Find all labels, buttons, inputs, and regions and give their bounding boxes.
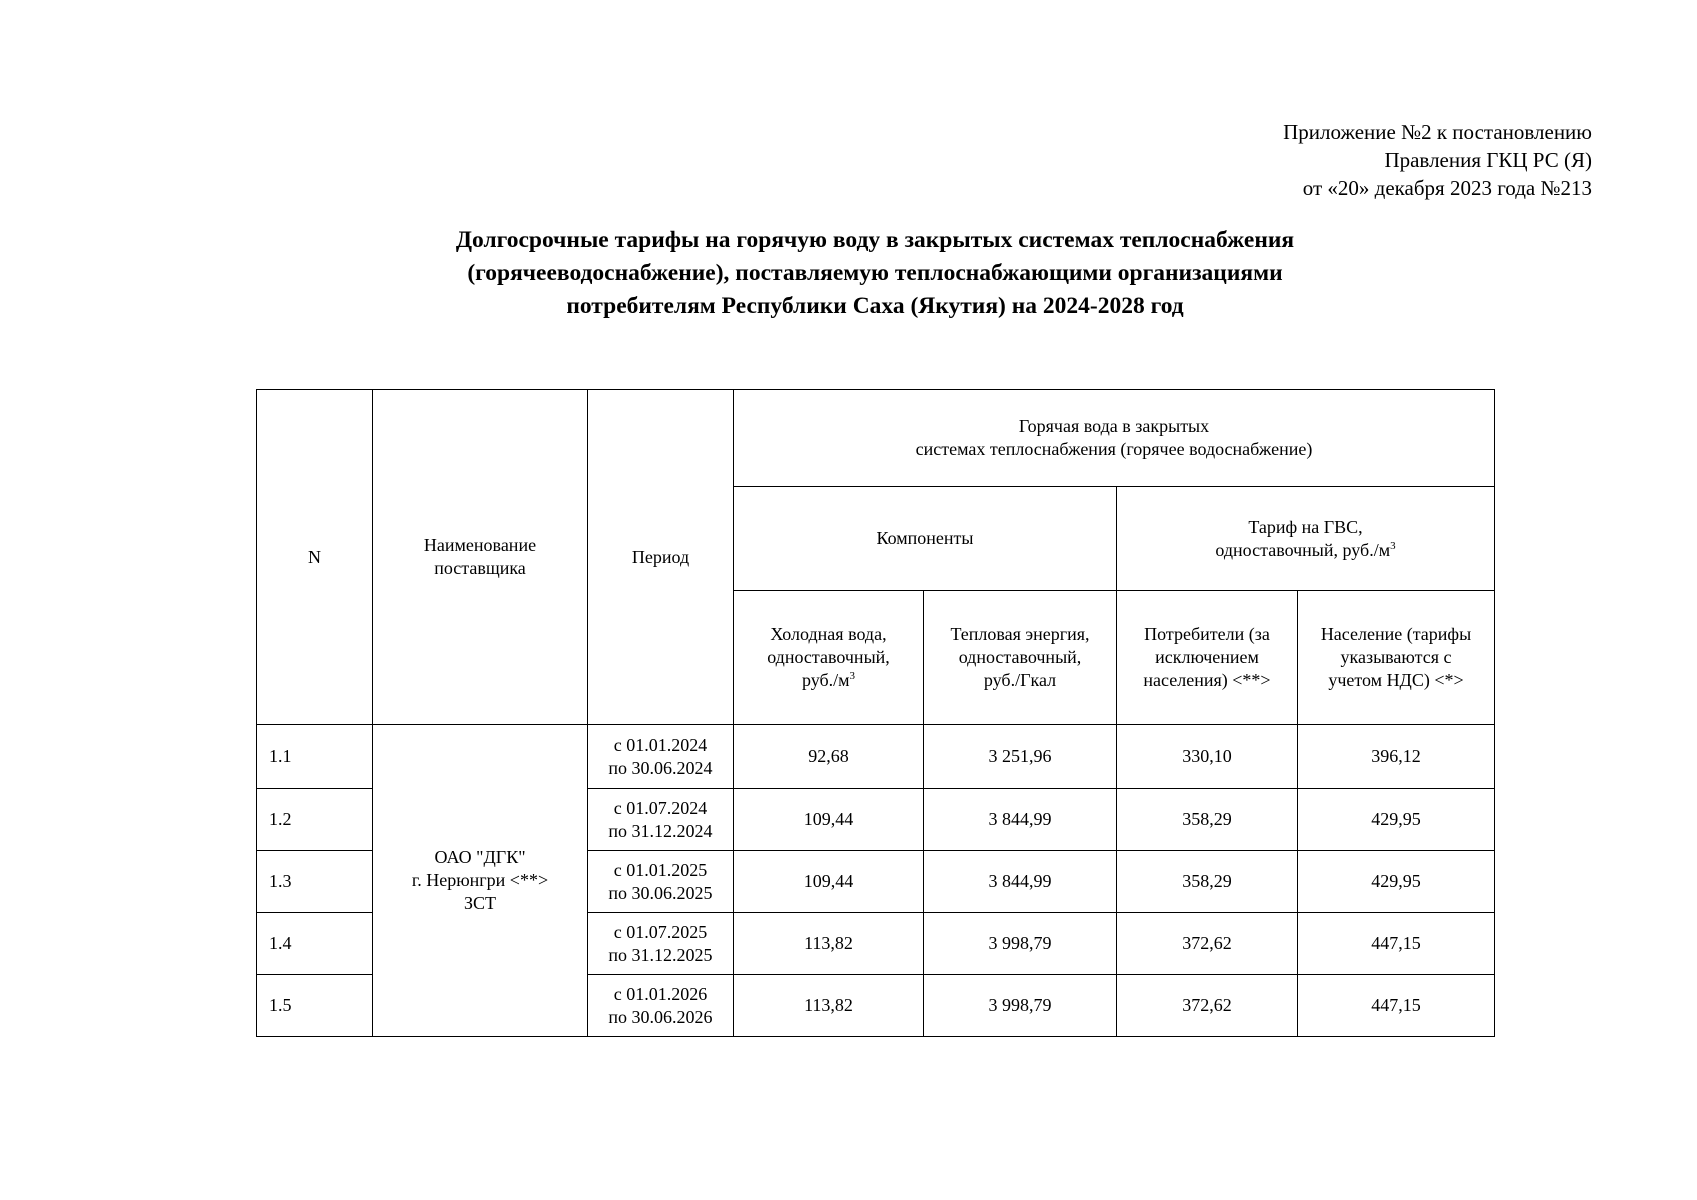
header-heat-energy: Тепловая энергия, одноставочный, руб./Гкал bbox=[924, 591, 1117, 725]
header-row-1 bbox=[257, 390, 1495, 487]
heat-energy-value: 3 998,79 bbox=[924, 975, 1117, 1037]
cold-water-value: 109,44 bbox=[734, 851, 924, 913]
title-line-1: Долгосрочные тарифы на горячую воду в закрытых системах теплоснабжения bbox=[455, 227, 1295, 253]
period-cell: с 01.07.2025 по 31.12.2025 bbox=[588, 913, 734, 975]
consumers-value: 330,10 bbox=[1117, 725, 1298, 789]
annex-line-3: от «20» декабря 2023 года №213 bbox=[1302, 176, 1592, 200]
annex-line-2: Правления ГКЦ РС (Я) bbox=[1384, 148, 1592, 172]
population-value: 429,95 bbox=[1298, 789, 1495, 851]
period-cell: с 01.01.2024 по 30.06.2024 bbox=[588, 725, 734, 789]
population-value: 447,15 bbox=[1298, 913, 1495, 975]
population-value: 396,12 bbox=[1298, 725, 1495, 789]
consumers-value: 358,29 bbox=[1117, 789, 1298, 851]
supplier-name: ОАО "ДГК" г. Нерюнгри <**> ЗСТ bbox=[373, 725, 588, 1037]
consumers-value: 372,62 bbox=[1117, 913, 1298, 975]
period-cell: с 01.01.2025 по 30.06.2025 bbox=[588, 851, 734, 913]
cold-water-value: 92,68 bbox=[734, 725, 924, 789]
annex-line-1: Приложение №2 к постановлению bbox=[1283, 120, 1592, 144]
header-hws-tariff: Тариф на ГВС, одноставочный, $руб./м^3$ bbox=[1117, 487, 1495, 591]
title-line-3: потребителям Республики Саха (Якутия) на 2024-2028 год bbox=[566, 293, 1184, 319]
row-number: 1.2 bbox=[257, 789, 373, 851]
tariff-table bbox=[256, 389, 1495, 1037]
header-cold-water: Холодная вода, одноставочный, $руб./м^3$ bbox=[734, 591, 924, 725]
row-number: 1.4 bbox=[257, 913, 373, 975]
annex-reference bbox=[1283, 118, 1592, 202]
document-title bbox=[0, 224, 1697, 323]
header-consumers: Потребители (за исключением населения) <**> bbox=[1117, 591, 1298, 725]
cold-water-value: 113,82 bbox=[734, 975, 924, 1037]
cold-water-value: 109,44 bbox=[734, 789, 924, 851]
row-number: 1.1 bbox=[257, 725, 373, 789]
header-components: Компоненты bbox=[734, 487, 1117, 591]
period-cell: с 01.01.2026 по 30.06.2026 bbox=[588, 975, 734, 1037]
table-row bbox=[257, 725, 1495, 789]
header-n: N bbox=[257, 390, 373, 725]
row-number: 1.3 bbox=[257, 851, 373, 913]
header-supplier: Наименование поставщика bbox=[373, 390, 588, 725]
heat-energy-value: 3 844,99 bbox=[924, 789, 1117, 851]
heat-energy-value: 3 844,99 bbox=[924, 851, 1117, 913]
period-cell: с 01.07.2024 по 31.12.2024 bbox=[588, 789, 734, 851]
header-hot-water-group: Горячая вода в закрытых системах теплоснабжения (горячее водоснабжение) bbox=[734, 390, 1495, 487]
title-line-2: (горячееводоснабжение), поставляемую теплоснабжающими организациями bbox=[467, 260, 1283, 286]
row-number: 1.5 bbox=[257, 975, 373, 1037]
population-value: 429,95 bbox=[1298, 851, 1495, 913]
header-population: Население (тарифы указываются с учетом НДС) <*> bbox=[1298, 591, 1495, 725]
population-value: 447,15 bbox=[1298, 975, 1495, 1037]
heat-energy-value: 3 251,96 bbox=[924, 725, 1117, 789]
heat-energy-value: 3 998,79 bbox=[924, 913, 1117, 975]
cold-water-value: 113,82 bbox=[734, 913, 924, 975]
consumers-value: 358,29 bbox=[1117, 851, 1298, 913]
consumers-value: 372,62 bbox=[1117, 975, 1298, 1037]
header-period: Период bbox=[588, 390, 734, 725]
